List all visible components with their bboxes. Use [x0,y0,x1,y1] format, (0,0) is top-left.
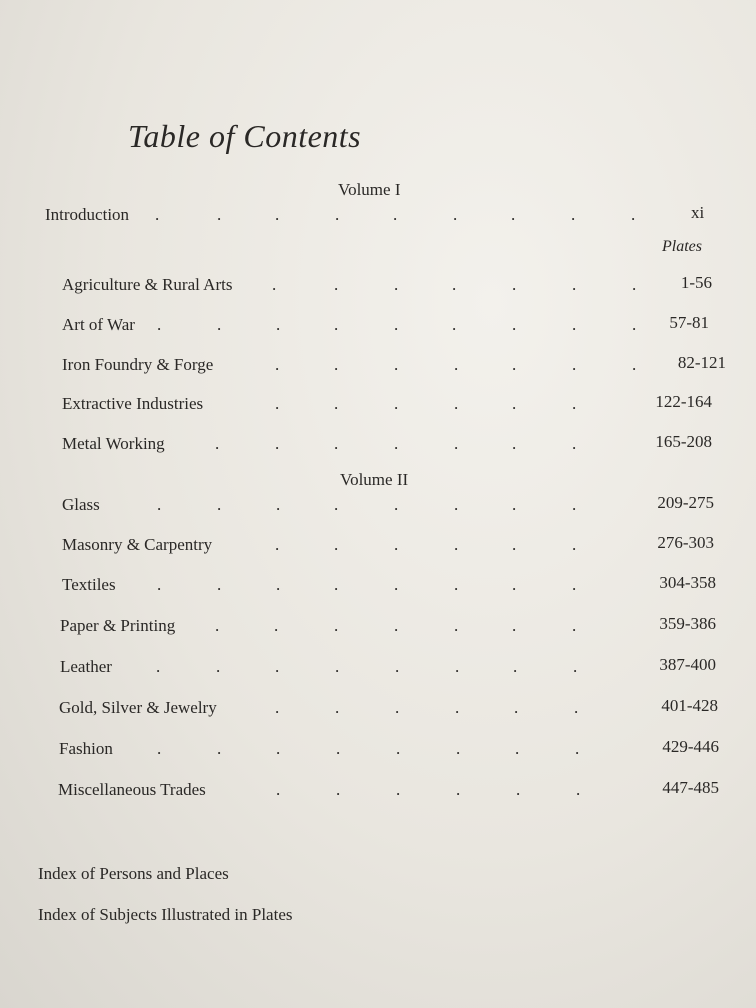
leader-dot: . [514,698,519,717]
leader-dot: . [335,205,340,224]
leader-dot: . [632,355,637,374]
leader-dot: . [335,698,340,717]
leader-dot: . [394,394,399,413]
leader-dot: . [512,495,517,514]
leader-dot: . [396,739,401,758]
leader-dot: . [394,535,399,554]
leader-dot: . [272,275,277,294]
toc-entry-label: Extractive Industries [62,394,204,413]
toc-entry-label: Glass [62,495,100,514]
index-subjects-plates[interactable]: Index of Subjects Illustrated in Plates [38,905,293,924]
leader-dot: . [453,205,458,224]
leader-dot: . [574,698,579,717]
toc-entry-label: Iron Foundry & Forge [62,355,214,374]
volume-2-heading: Volume II [340,470,409,489]
toc-entry[interactable] [62,495,714,519]
leader-dot: . [334,495,339,514]
toc-entry-plates: 82-121 [677,353,726,372]
leader-dot: . [456,780,461,799]
leader-dot: . [632,275,637,294]
leader-dot: . [454,575,459,594]
leader-dot: . [276,315,281,334]
toc-entry-label: Art of War [62,315,135,334]
leader-dot: . [573,657,578,676]
leader-dot: . [571,205,576,224]
leader-dot: . [512,434,517,453]
toc-entry-plates: 304-358 [659,573,716,592]
leader-dot: . [515,739,520,758]
leader-dot: . [156,657,161,676]
toc-entry-page: xi [691,203,705,222]
leader-dot: . [454,535,459,554]
leader-dot: . [216,657,221,676]
leader-dot: . [572,394,577,413]
toc-entry[interactable] [62,315,709,339]
leader-dot: . [334,394,339,413]
leader-dot: . [395,698,400,717]
leader-dot: . [456,739,461,758]
toc-entry-plates: 359-386 [659,614,716,633]
volume-1-heading: Volume I [338,180,401,199]
leader-dot: . [157,575,162,594]
leader-dot: . [276,495,281,514]
toc-entry-label: Gold, Silver & Jewelry [59,698,217,717]
toc-entry-plates: 1-56 [680,273,712,292]
leader-dot: . [572,616,577,635]
leader-dot: . [394,616,399,635]
page-title: Table of Contents [128,118,362,154]
leader-dot: . [157,315,162,334]
toc-entry[interactable] [62,275,712,299]
toc-entry-label: Introduction [45,205,130,224]
leader-dot: . [217,315,222,334]
leader-dot: . [275,698,280,717]
toc-entry-label: Masonry & Carpentry [62,535,213,554]
leader-dot: . [572,434,577,453]
toc-entry-plates: 57-81 [669,313,709,332]
leader-dot: . [572,535,577,554]
leader-dot: . [576,780,581,799]
leader-dot: . [512,315,517,334]
leader-dot: . [513,657,518,676]
leader-dot: . [217,205,222,224]
toc-entry-plates: 165-208 [655,432,712,451]
leader-dot: . [512,616,517,635]
leader-dot: . [215,434,220,453]
leader-dot: . [511,205,516,224]
leader-dot: . [512,355,517,374]
leader-dot: . [452,275,457,294]
leader-dot: . [276,739,281,758]
toc-entry-plates: 276-303 [657,533,714,552]
leader-dot: . [215,616,220,635]
toc-entry-plates: 447-485 [662,778,719,797]
leader-dot: . [572,575,577,594]
leader-dot: . [157,495,162,514]
leader-dot: . [275,355,280,374]
toc-entry-label: Textiles [62,575,116,594]
toc-entry-label: Leather [60,657,112,676]
toc-entry-plates: 429-446 [662,737,719,756]
leader-dot: . [396,780,401,799]
toc-entry-label: Paper & Printing [60,616,176,635]
leader-dot: . [334,575,339,594]
leader-dot: . [572,275,577,294]
leader-dot: . [335,657,340,676]
leader-dot: . [575,739,580,758]
toc-entry-label: Miscellaneous Trades [58,780,206,799]
toc-entry-label: Agriculture & Rural Arts [62,275,233,294]
leader-dot: . [276,780,281,799]
toc-entry[interactable] [59,739,719,763]
toc-entry[interactable] [60,616,716,640]
toc-entry[interactable] [62,434,712,458]
toc-entry[interactable] [59,698,718,722]
leader-dot: . [274,616,279,635]
leader-dot: . [572,495,577,514]
toc-entry[interactable] [62,394,712,418]
toc-entry-introduction[interactable] [45,205,715,229]
leader-dot: . [394,495,399,514]
toc-entry[interactable] [62,355,726,379]
leader-dot: . [516,780,521,799]
leader-dot: . [394,575,399,594]
leader-dot: . [334,434,339,453]
leader-dot: . [217,495,222,514]
leader-dot: . [512,275,517,294]
leader-dot: . [394,434,399,453]
toc-entry-label: Fashion [59,739,113,758]
leader-dot: . [394,355,399,374]
toc-entry-plates: 209-275 [657,493,714,512]
leader-dot: . [157,739,162,758]
leader-dot: . [334,275,339,294]
leader-dot: . [334,355,339,374]
index-persons-places[interactable]: Index of Persons and Places [38,864,229,883]
leader-dot: . [336,739,341,758]
leader-dot: . [454,355,459,374]
leader-dot: . [275,434,280,453]
leader-dot: . [275,205,280,224]
leader-dot: . [336,780,341,799]
leader-dot: . [334,315,339,334]
toc-entry-plates: 122-164 [655,392,712,411]
toc-entry[interactable] [58,780,719,804]
leader-dot: . [454,616,459,635]
leader-dot: . [394,275,399,294]
leader-dot: . [512,535,517,554]
leader-dot: . [455,698,460,717]
toc-entry[interactable] [62,535,714,559]
leader-dot: . [217,575,222,594]
toc-entry[interactable] [62,575,716,599]
plates-column-heading: Plates [662,238,702,255]
leader-dot: . [632,315,637,334]
leader-dot: . [512,575,517,594]
toc-entry[interactable] [60,657,716,681]
leader-dot: . [275,535,280,554]
leader-dot: . [454,434,459,453]
leader-dot: . [572,315,577,334]
leader-dot: . [275,657,280,676]
leader-dot: . [334,616,339,635]
leader-dot: . [631,205,636,224]
leader-dot: . [454,394,459,413]
leader-dot: . [395,657,400,676]
leader-dot: . [452,315,457,334]
leader-dot: . [455,657,460,676]
leader-dot: . [394,315,399,334]
toc-entry-plates: 401-428 [661,696,718,715]
leader-dot: . [217,739,222,758]
leader-dot: . [276,575,281,594]
leader-dot: . [512,394,517,413]
leader-dot: . [275,394,280,413]
toc-entry-label: Metal Working [62,434,165,453]
leader-dot: . [334,535,339,554]
leader-dot: . [393,205,398,224]
leader-dot: . [454,495,459,514]
leader-dot: . [155,205,160,224]
leader-dot: . [572,355,577,374]
toc-entry-plates: 387-400 [659,655,716,674]
